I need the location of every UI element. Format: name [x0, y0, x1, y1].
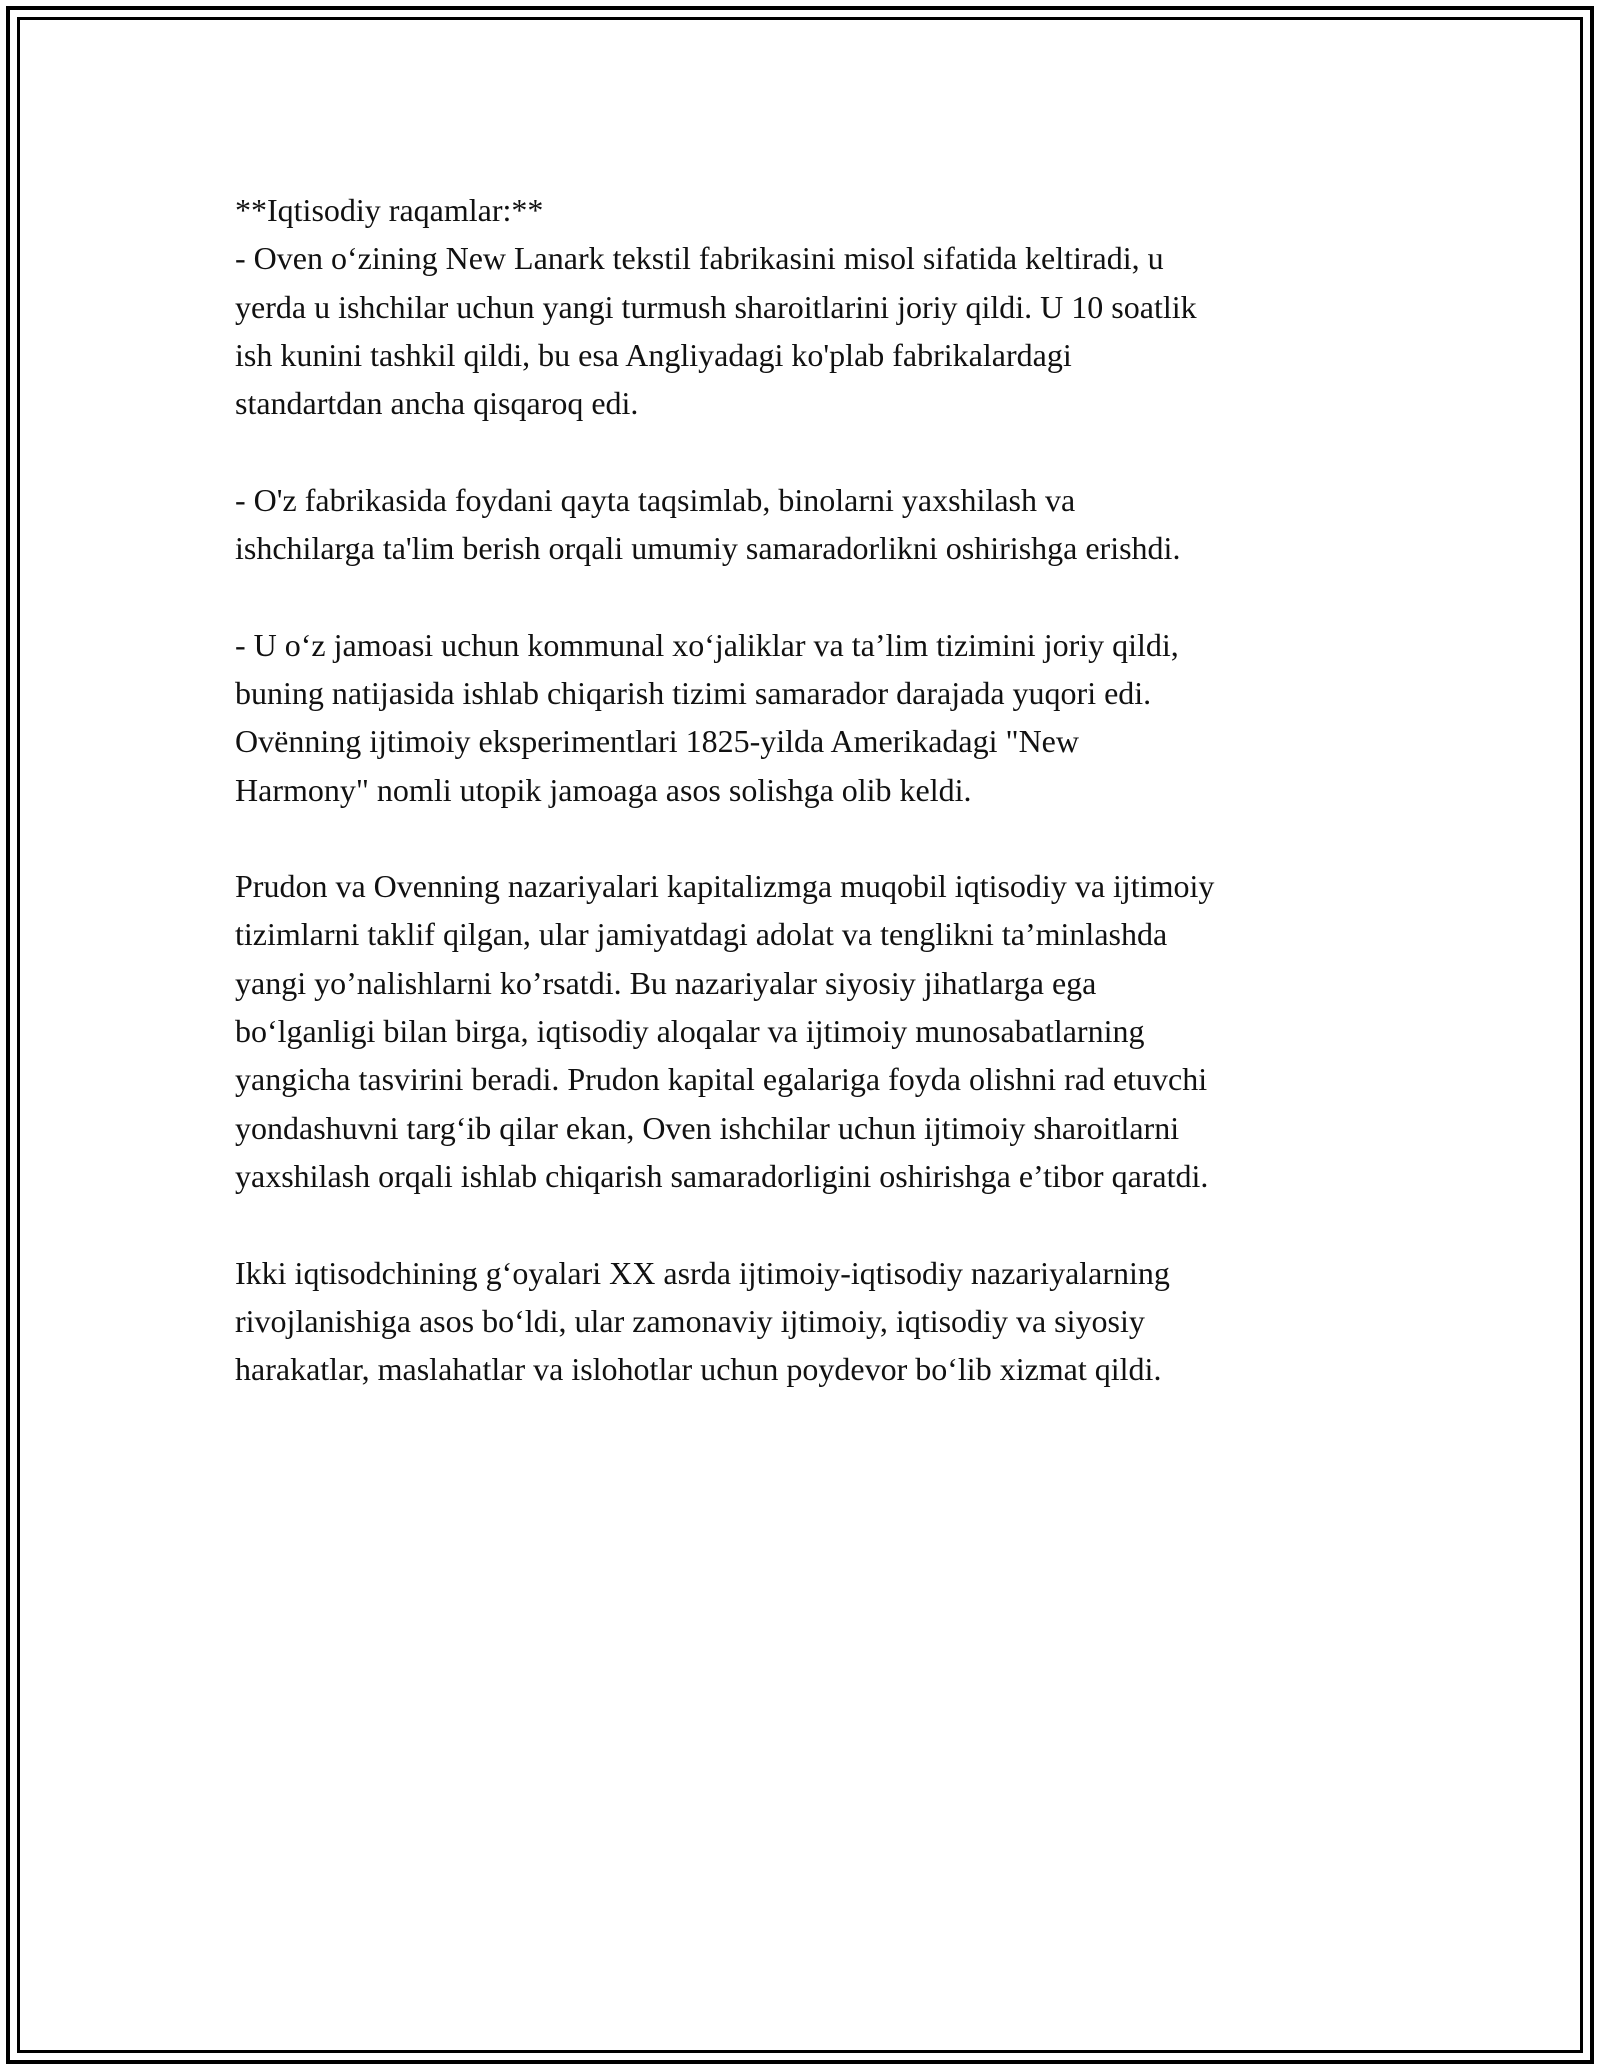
text-line: yerda u ishchilar uchun yangi turmush sharoitlarini joriy qildi. U 10 soatlik	[235, 288, 1197, 325]
text-line: Harmony" nomli utopik jamoaga asos solishga olib keldi.	[235, 771, 972, 808]
text-line: bo‘lganligi bilan birga, iqtisodiy aloqalar va ijtimoiy munosabatlarning	[235, 1013, 1145, 1050]
text-line: buning natijasida ishlab chiqarish tizimi samarador darajada yuqori edi.	[235, 674, 1152, 711]
paragraph-profit-redistribution	[235, 476, 1395, 573]
text-line: yondashuvni targ‘ib qilar ekan, Oven ishchilar uchun ijtimoiy sharoitlarni	[235, 1109, 1180, 1146]
text-line: harakatlar, maslahatlar va islohotlar uchun poydevor bo‘lib xizmat qildi.	[235, 1351, 1162, 1388]
text-line: - O'z fabrikasida foydani qayta taqsimlab, binolarni yaxshilash va	[235, 481, 1076, 518]
paragraph-economic-figures	[235, 186, 1395, 427]
paragraph-community-systems	[235, 621, 1395, 814]
text-line: ish kunini tashkil qildi, bu esa Angliyadagi ko'plab fabrikalardagi	[235, 336, 1072, 373]
text-line: Ikki iqtisodchining g‘oyalari XX asrda ijtimoiy-iqtisodiy nazariyalarning	[235, 1254, 1170, 1291]
text-line: rivojlanishiga asos bo‘ldi, ular zamonaviy ijtimoiy, iqtisodiy va siyosiy	[235, 1302, 1145, 1339]
text-line: standartdan ancha qisqaroq edi.	[235, 385, 639, 422]
text-line: yangi yo’nalishlarni ko’rsatdi. Bu nazariyalar siyosiy jihatlarga ega	[235, 964, 1097, 1001]
document-body	[235, 186, 1395, 1442]
text-line: - Oven o‘zining New Lanark tekstil fabrikasini misol sifatida keltiradi, u	[235, 240, 1164, 277]
text-line: - U o‘z jamoasi uchun kommunal xo‘jaliklar va ta’lim tizimini joriy qildi,	[235, 626, 1179, 663]
text-line: yangicha tasvirini beradi. Prudon kapital egalariga foyda olishni rad etuvchi	[235, 1061, 1208, 1098]
text-line: yaxshilash orqali ishlab chiqarish samaradorligini oshirishga e’tibor qaratdi.	[235, 1157, 1209, 1194]
text-line: Prudon va Ovenning nazariyalari kapitalizmga muqobil iqtisodiy va ijtimoiy	[235, 868, 1215, 905]
paragraph-conclusion	[235, 1249, 1395, 1394]
text-line: ishchilarga ta'lim berish orqali umumiy samaradorlikni oshirishga erishdi.	[235, 530, 1181, 567]
heading-line: **Iqtisodiy raqamlar:**	[235, 192, 544, 228]
text-line: tizimlarni taklif qilgan, ular jamiyatdagi adolat va tenglikni ta’minlashda	[235, 916, 1168, 953]
text-line: Ovënning ijtimoiy eksperimentlari 1825-yilda Amerikadagi "New	[235, 723, 1079, 760]
paragraph-theories	[235, 862, 1395, 1200]
